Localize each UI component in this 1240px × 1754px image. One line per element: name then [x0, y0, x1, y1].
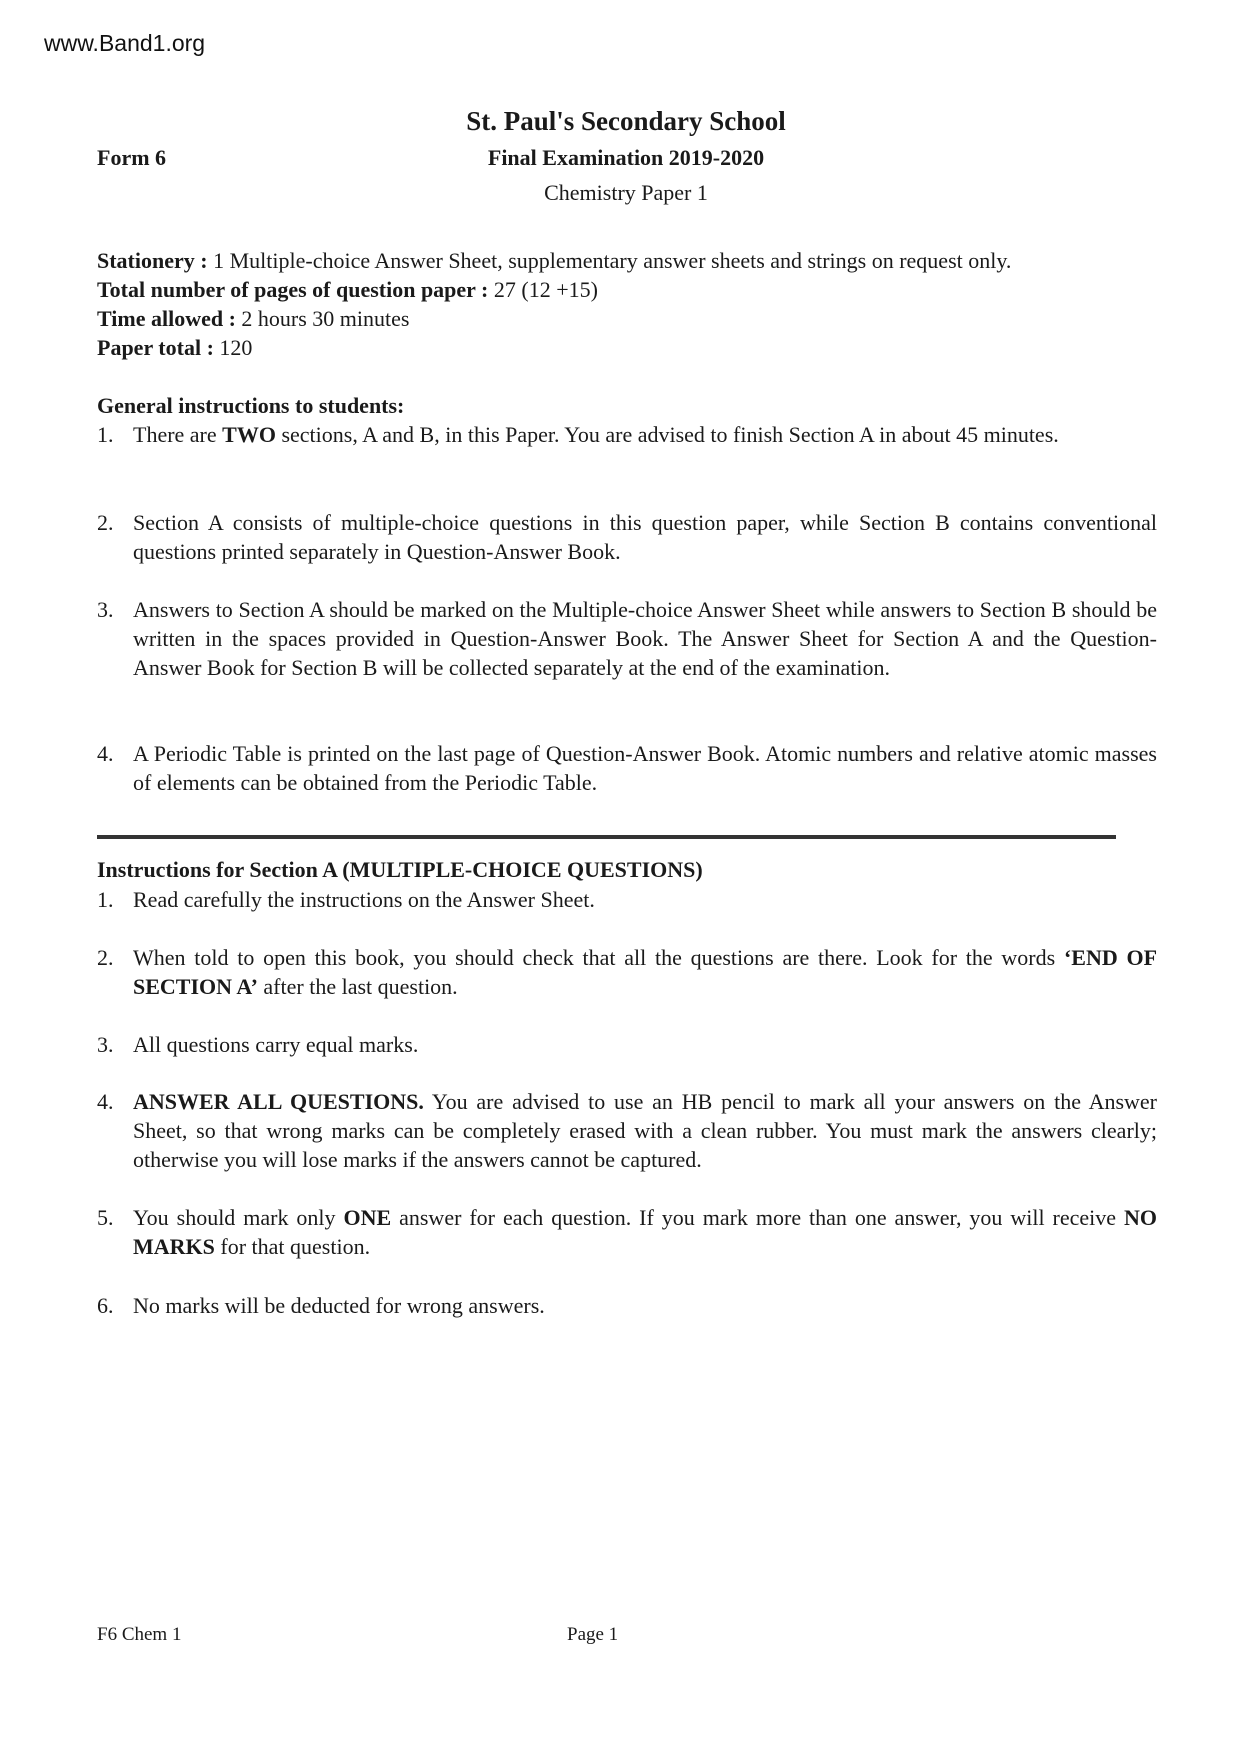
item-text: A Periodic Table is printed on the last page of Question-Answer Book. Atomic numbers and relative atomic masses of elements can be obtained from the Periodic Table. [133, 741, 1157, 795]
item-text: Answers to Section A should be marked on the Multiple-choice Answer Sheet while answers to Section B should be written in the spaces provided in Question-Answer Book. The Answer Sheet for Section A and the Question-Answer Book for Section B will be collected separately at the end of the examination. [133, 597, 1157, 680]
item-number: 4. [97, 741, 114, 766]
text: You should mark only [133, 1205, 344, 1230]
meta-value: 120 [213, 335, 253, 360]
meta-label: Stationery : [97, 248, 208, 273]
item-text: No marks will be deducted for wrong answers. [133, 1293, 545, 1318]
bold-text: NO MARKS [133, 1205, 1157, 1259]
item-number: 2. [97, 945, 114, 970]
item-number: 5. [97, 1205, 114, 1230]
item-text [133, 943, 1157, 1001]
section-a-item [97, 943, 1157, 1001]
footer-code: F6 Chem 1 [97, 1624, 182, 1645]
item-text [133, 420, 1157, 449]
meta-stationery [97, 246, 1011, 275]
meta-pages [97, 275, 598, 304]
item-number: 2. [97, 510, 114, 535]
watermark: www.Band1.org [44, 30, 206, 56]
item-number: 3. [97, 1032, 114, 1057]
section-a-item [97, 885, 1157, 914]
text: sections, A and B, in this Paper. You are advised to finish Section A in about 45 minutes. [275, 422, 1059, 447]
meta-value: 1 Multiple-choice Answer Sheet, supplementary answer sheets and strings on request only. [207, 248, 1012, 273]
general-heading: General instructions to students: [97, 393, 405, 418]
item-number: 1. [97, 422, 114, 447]
text: When told to open this book, you should check that all the questions are there. Look for the words [133, 945, 1064, 970]
text: for that question. [214, 1234, 371, 1259]
bold-text: TWO [222, 422, 276, 447]
section-divider [97, 835, 1116, 839]
meta-total [97, 333, 252, 362]
exam-title: Final Examination 2019-2020 [487, 145, 765, 170]
text: answer for each question. If you mark more than one answer, you will receive [391, 1205, 1124, 1230]
general-item [97, 739, 1157, 797]
general-item [97, 595, 1157, 682]
bold-text: ANSWER ALL QUESTIONS. [133, 1089, 424, 1114]
bold-text: ‘END OF SECTION A’ [133, 945, 1158, 999]
meta-value: 2 hours 30 minutes [235, 306, 410, 331]
item-number: 3. [97, 597, 114, 622]
item-text: All questions carry equal marks. [133, 1032, 419, 1057]
general-item [97, 420, 1157, 449]
item-number: 6. [97, 1293, 114, 1318]
meta-value: 27 (12 +15) [488, 277, 598, 302]
item-text [133, 1203, 1157, 1261]
text: There are [133, 422, 223, 447]
text: after the last question. [257, 974, 458, 999]
bold-text: ONE [343, 1205, 392, 1230]
meta-time [97, 304, 409, 333]
item-text: Section A consists of multiple-choice questions in this question paper, while Section B contains conventional questions printed separately in Question-Answer Book. [133, 510, 1157, 564]
meta-label: Paper total : [97, 335, 214, 360]
item-number: 1. [97, 887, 114, 912]
meta-label: Total number of pages of question paper : [97, 277, 489, 302]
section-a-item [97, 1291, 1157, 1320]
item-number: 4. [97, 1089, 114, 1114]
school-name: St. Paul's Secondary School [466, 106, 786, 136]
meta-label: Time allowed : [97, 306, 236, 331]
item-text [133, 1087, 1157, 1174]
section-a-item [97, 1203, 1157, 1261]
paper-title: Chemistry Paper 1 [544, 180, 708, 205]
section-a-item [97, 1087, 1157, 1174]
text: You are advised to use an HB pencil to mark all your answers on the Answer Sheet, so that wrong marks can be completely erased with a clean rubber. You must mark the answers clearly; otherwise you will lose marks if the answers cannot be captured. [133, 1089, 1157, 1172]
section-a-item [97, 1030, 1157, 1059]
form-level: Form 6 [97, 145, 167, 170]
page-number: Page 1 [567, 1624, 619, 1645]
section-a-heading: Instructions for Section A (MULTIPLE-CHOICE QUESTIONS) [97, 857, 703, 882]
item-text: Read carefully the instructions on the Answer Sheet. [133, 887, 595, 912]
general-item [97, 508, 1157, 566]
